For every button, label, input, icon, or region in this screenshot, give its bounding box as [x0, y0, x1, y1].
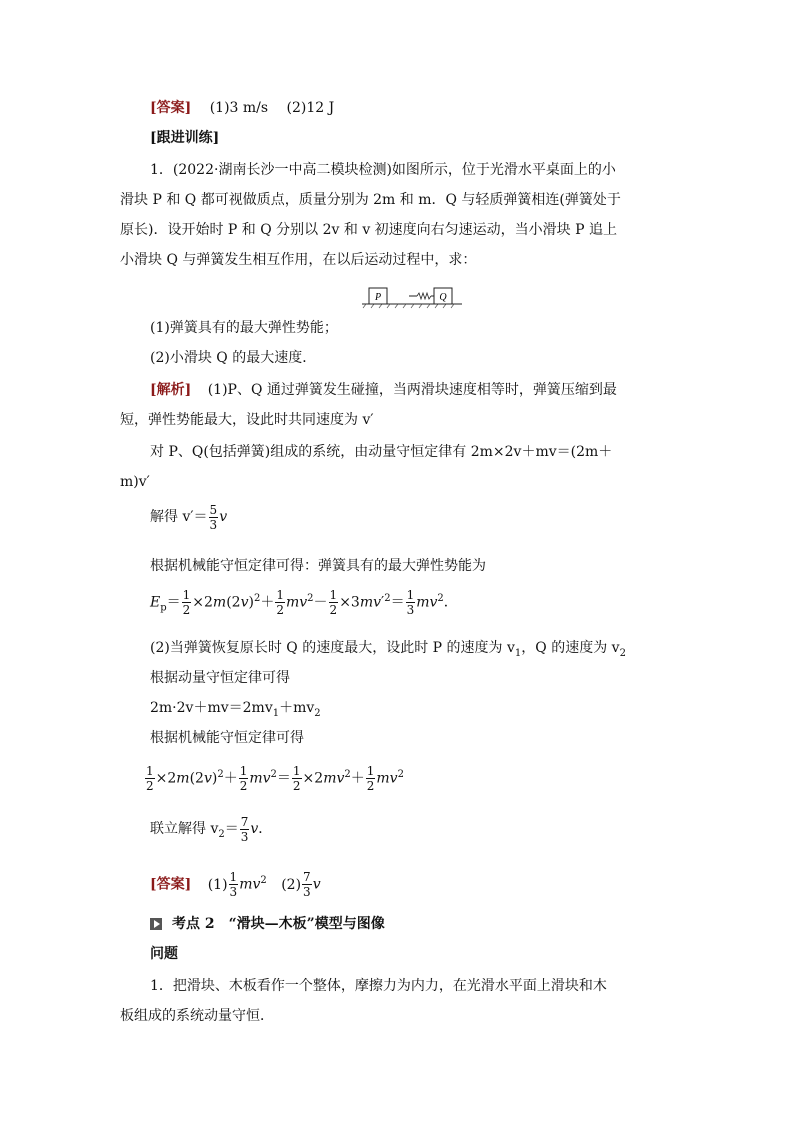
- energy-equation-2: $\frac{1}{2}$ $\times 2m(2v)^2+$ $\frac{1}{2}$ $mv^2=$ $\frac{1}{2}$ $\times 2mv^2+$ $\frac{1}{2}$ $mv^2$: [146, 764, 404, 794]
- energy-equation: $E_p=$ $\frac{1}{2}$ $\times 2m(2v)^2+$ $\frac{1}{2}$ $mv^2-$ $\frac{1}{2}$ $\times 3mv'^2=$ $\frac{1}{3}$ $mv^2$．: [150, 588, 458, 618]
- block-p-label: P: [374, 292, 382, 303]
- answer-part-2: (2)12 J: [286, 100, 335, 116]
- problem-line-3: 原长)．设开始时 P 和 Q 分别以 2v 和 v 初速度向右匀速运动，当小滑块 P 追上: [120, 222, 618, 238]
- analysis-line-3: 对 P、Q(包括弹簧)组成的系统，由动量守恒定律有 2m×2v＋mv＝(2m＋: [150, 444, 613, 460]
- section-heading: 考点 2 “滑块—木板”模型与图像: [150, 914, 385, 934]
- analysis-solve-v-prime: 解得 v′＝ $\frac{5}{3}$ v: [150, 502, 228, 532]
- question-2: (2)小滑块 Q 的最大速度．: [150, 350, 317, 366]
- answer-part-1: (1)3 m/s: [209, 100, 269, 116]
- analysis-line-9: 根据动量守恒定律可得: [150, 670, 290, 686]
- spring-icon: [417, 293, 431, 299]
- analysis-line-1: [解析] (1)P、Q 通过弹簧发生碰撞，当两滑块速度相等时，弹簧压缩到最: [150, 382, 617, 398]
- question-label: 问题: [150, 946, 178, 962]
- answer-line-1: [150, 98, 334, 118]
- follow-label: [跟进训练]: [150, 130, 220, 146]
- point-1-line-1: 1．把滑块、木板看作一个整体，摩擦力为内力，在光滑水平面上滑块和木: [150, 978, 607, 994]
- answer-label: [答案]: [150, 100, 192, 116]
- spring-blocks-figure: [362, 283, 462, 309]
- analysis-line-8: (2)当弹簧恢复原长时 Q 的速度最大，设此时 P 的速度为 $v_1$，Q 的速度为 $v_2$: [150, 640, 626, 659]
- problem-line-4: 小滑块 Q 与弹簧发生相互作用，在以后运动过程中，求：: [120, 252, 477, 268]
- block-q-label: Q: [439, 292, 447, 303]
- play-triangle-icon: [150, 918, 162, 930]
- problem-line-1: 1．(2022·湖南长沙一中高二模块检测)如图所示，位于光滑水平桌面上的小: [150, 162, 616, 178]
- momentum-equation: $2m\cdot 2v+mv=2mv_1+mv_2$: [150, 700, 321, 719]
- answer-line-2: [答案] (1) $\frac{1}{3}$ $mv^2$ (2) $\frac{7}{3}$ v: [150, 870, 321, 900]
- point-1-line-2: 板组成的系统动量守恒．: [120, 1008, 274, 1024]
- analysis-solve-v2: 联立解得 $v_2=$ $\frac{7}{3}$ v．: [150, 814, 273, 844]
- analysis-line-4: m)v′: [120, 474, 150, 490]
- analysis-line-2: 短，弹性势能最大，设此时共同速度为 v′: [120, 412, 374, 428]
- analysis-label: [解析]: [150, 382, 192, 398]
- question-1: (1)弹簧具有的最大弹性势能；: [150, 320, 338, 336]
- problem-line-2: 滑块 P 和 Q 都可视做质点，质量分别为 2m 和 m．Q 与轻质弹簧相连(弹簧处于: [120, 192, 621, 208]
- answer-label-2: [答案]: [150, 876, 192, 893]
- analysis-line-6: 根据机械能守恒定律可得：弹簧具有的最大弹性势能为: [150, 558, 486, 574]
- analysis-line-11: 根据机械能守恒定律可得: [150, 730, 304, 746]
